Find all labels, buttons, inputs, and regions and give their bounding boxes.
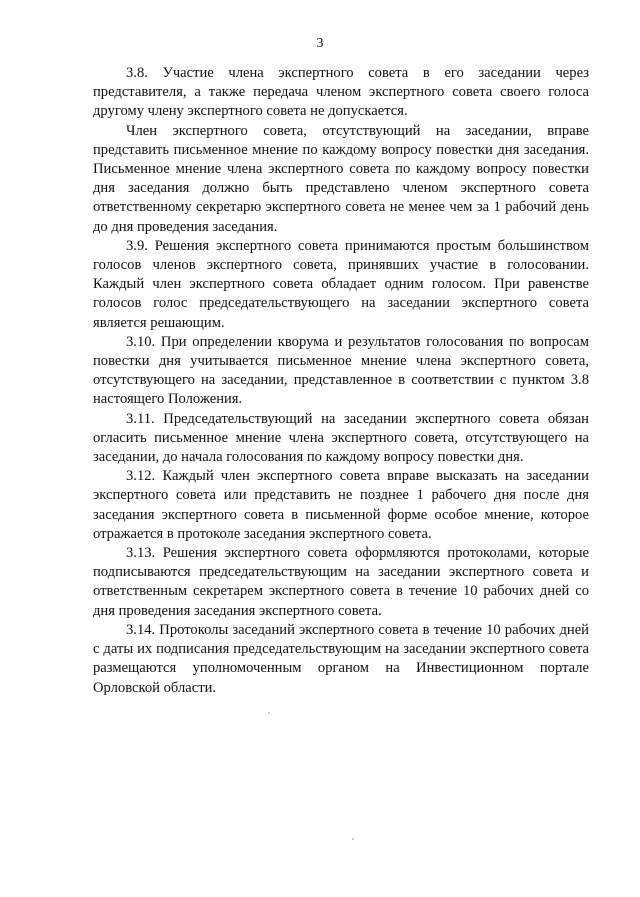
paragraph-3-9: 3.9. Решения экспертного совета принимаются простым большинством голосов членов экспертного совета, принявших участие в голосовании. Каждый член экспертного совета обладает одним голосом. При равенстве голосов голос председательствующего на заседании экспертного совета является решающим.	[93, 237, 589, 331]
page-number: 3	[316, 36, 324, 51]
paragraph-3-13: 3.13. Решения экспертного совета оформляются протоколами, которые подписываются председательствующим на заседании экспертного совета и ответственным секретарем экспертного совета в течение 10 рабочих дней со дня проведения заседания экспертного совета.	[93, 545, 589, 619]
paragraph-3-8: 3.8. Участие члена экспертного совета в его заседании через представителя, а также передача членом экспертного совета своего голоса другому члену экспертного совета не допускается.	[93, 65, 589, 120]
paragraph-3-11: 3.11. Председательствующий на заседании экспертного совета обязан огласить письменное мнение члена экспертного совета, отсутствующего на заседании, до начала голосования по каждому вопросу повестки дня.	[93, 410, 589, 466]
paragraph-absent-member: Член экспертного совета, отсутствующий на заседании, вправе представить письменное мнение по каждому вопросу повестки дня заседания. Письменное мнение члена экспертного совета по каждому вопросу повестки дня заседания должно быть представлено членом экспертного совета ответственному секретарю экспертного совета не менее чем за 1 рабочий день до дня проведения заседания.	[93, 122, 589, 235]
paragraph-3-14: 3.14. Протоколы заседаний экспертного совета в течение 10 рабочих дней с даты их подписания председательствующим на заседании экспертного совета размещаются уполномоченным органом на Инвестиционном портале Орловской области.	[93, 621, 589, 696]
paragraph-3-12: 3.12. Каждый член экспертного совета вправе высказать на заседании экспертного совета или представить не позднее 1 рабочего дня после дня заседания экспертного совета в письменной форме особое мнение, которое отражается в протоколе заседания экспертного совета.	[93, 468, 589, 542]
scan-speck	[352, 838, 354, 840]
paragraph-3-10: 3.10. При определении кворума и результатов голосования по вопросам повестки дня учитывается письменное мнение члена экспертного совета, отсутствующего на заседании, представленное в соответствии с пунктом 3.8 настоящего Положения.	[93, 333, 589, 408]
document-body	[93, 64, 589, 698]
scan-speck	[268, 712, 270, 714]
